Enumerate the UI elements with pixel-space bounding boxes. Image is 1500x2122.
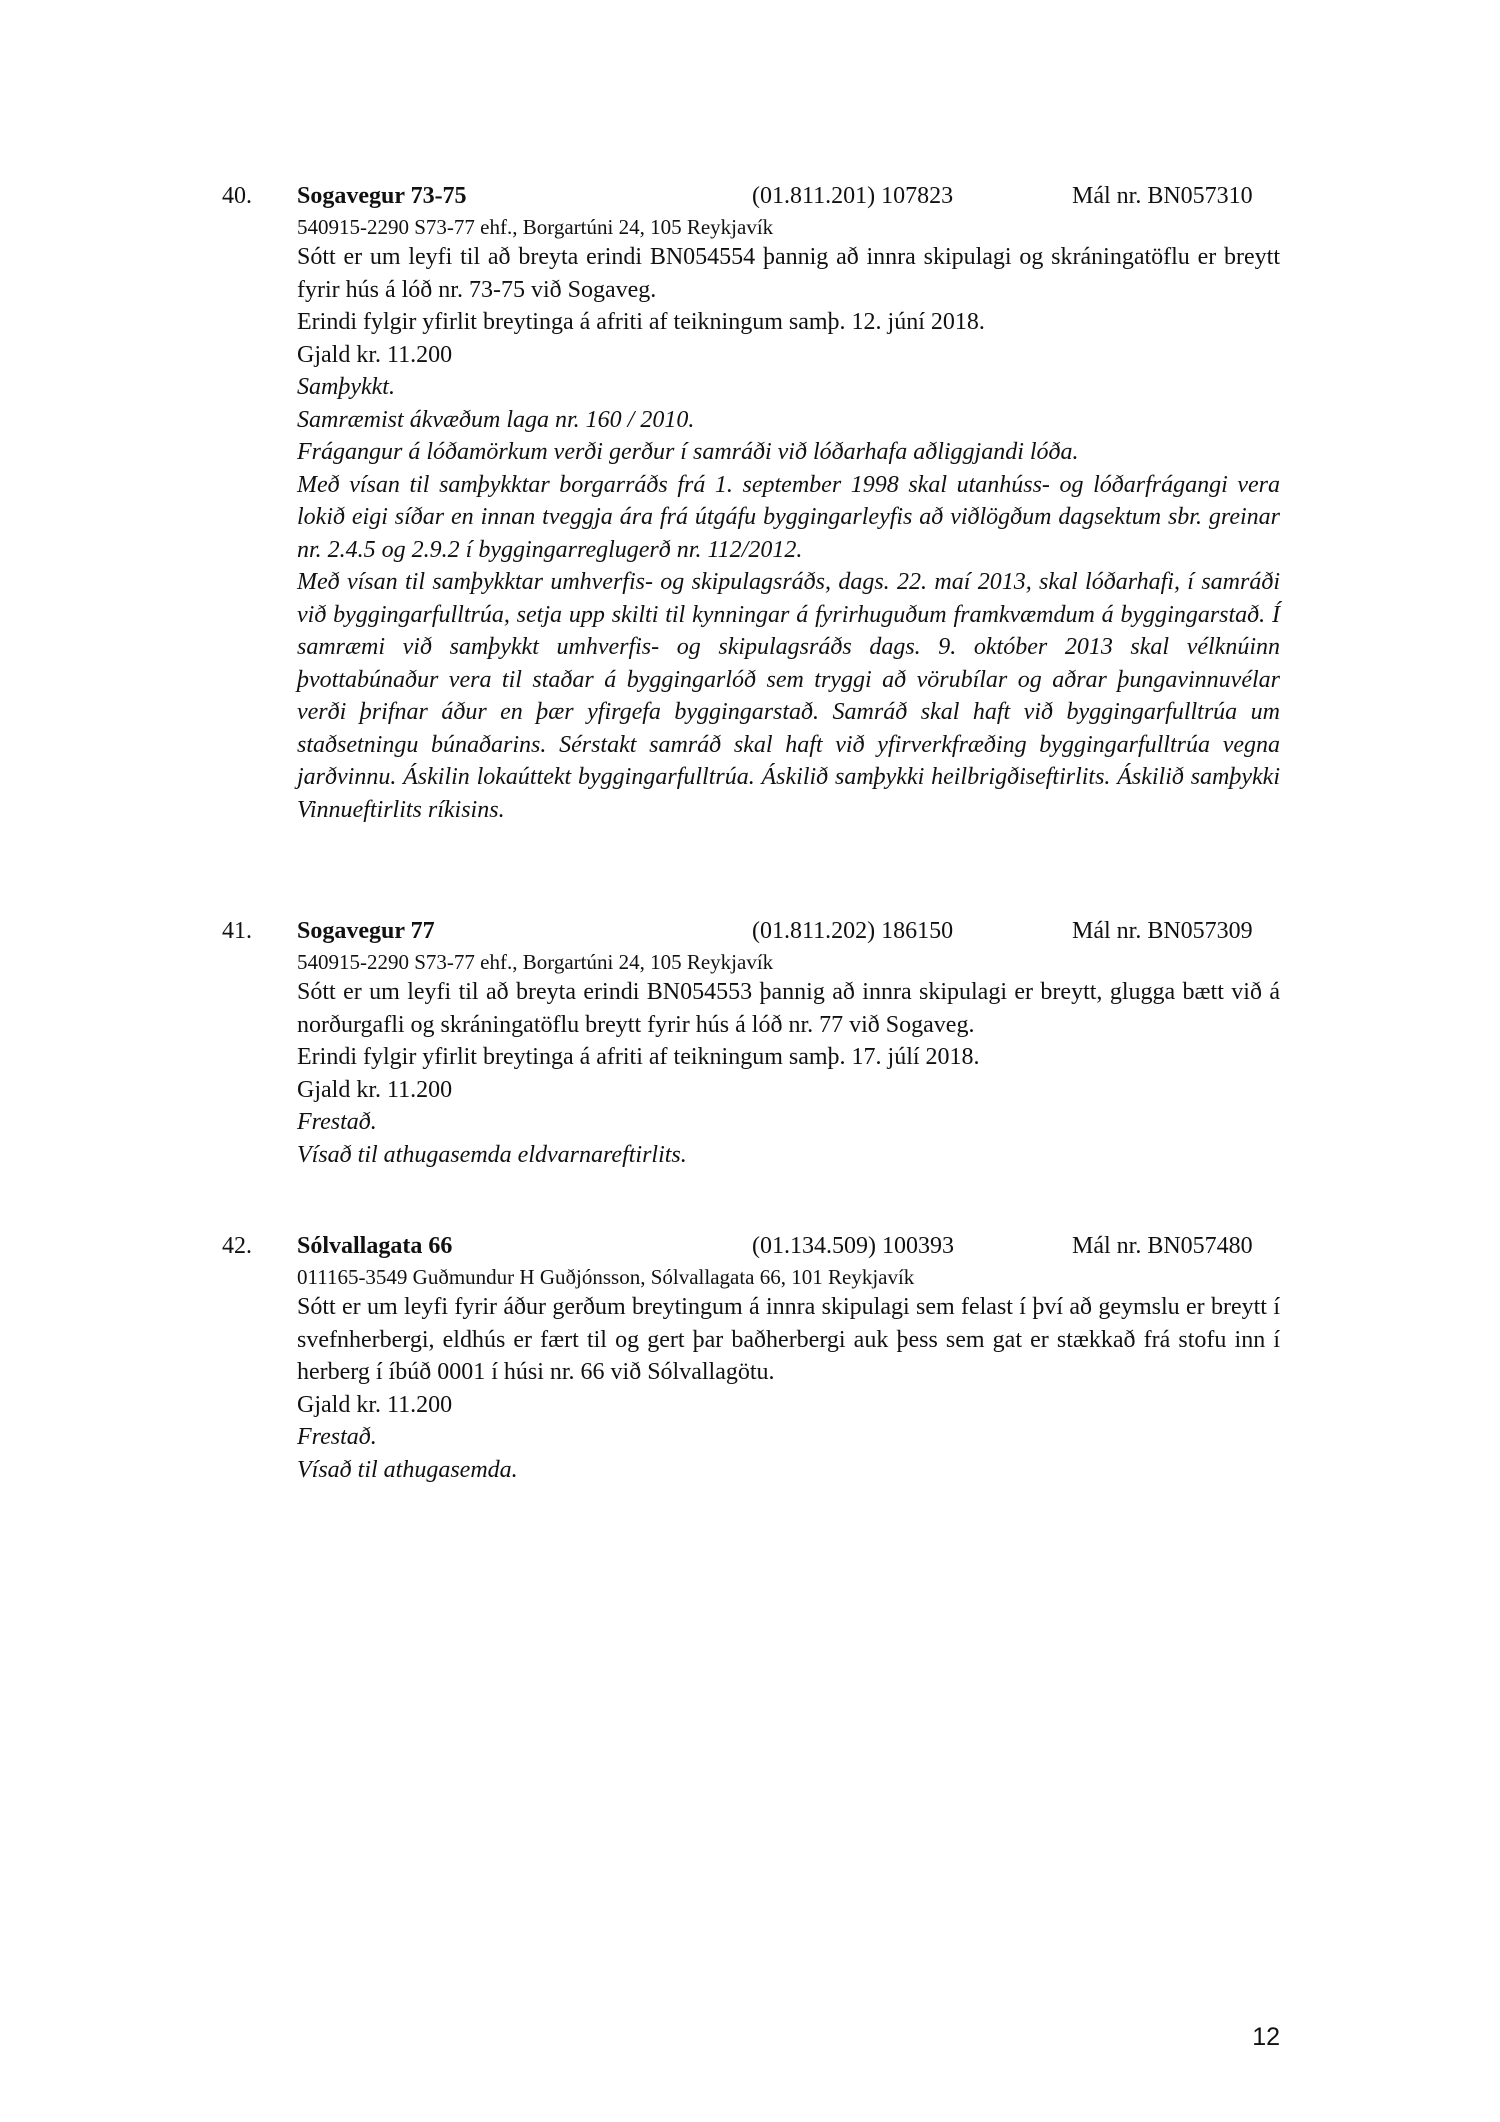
case-body	[297, 948, 1280, 1171]
case-body	[297, 1263, 1280, 1486]
case-condition: Samræmist ákvæðum laga nr. 160 / 2010.	[297, 406, 695, 433]
case-description: Sótt er um leyfi til að breyta erindi BN054553 þannig að innra skipulagi er breytt, glugga bætt við á norðurgafli og skráningatöflu breytt fyrir hús á lóð nr. 77 við Sogaveg.	[297, 979, 1280, 1038]
case-header	[222, 915, 1280, 948]
case-decision: Frestað.	[297, 1109, 377, 1135]
case-decision: Samþykkt.	[297, 374, 395, 400]
page-number: 12	[1252, 2023, 1280, 2051]
case-applicant: 540915-2290 S73-77 ehf., Borgartúni 24, 105 Reykjavík	[297, 215, 774, 239]
case-address: Sogavegur 73-75	[297, 183, 467, 209]
case-condition: Frágangur á lóðamörkum verði gerður í samráði við lóðarhafa aðliggjandi lóða.	[297, 439, 1079, 465]
case-id: Mál nr. BN057310	[1072, 183, 1253, 209]
case-note: Vísað til athugasemda eldvarnareftirlits.	[297, 1141, 687, 1168]
case-header	[222, 1230, 1280, 1263]
case-reference: (01.811.201) 107823	[752, 183, 954, 209]
case-number: 42.	[222, 1233, 252, 1259]
case-note: Vísað til athugasemda.	[297, 1456, 518, 1483]
case-fee: Gjald kr. 11.200	[297, 1076, 453, 1103]
case-reference: (01.811.202) 186150	[752, 918, 954, 944]
case-entry-42	[222, 1230, 1280, 1486]
case-body	[297, 213, 1280, 826]
case-decision: Frestað.	[297, 1424, 377, 1450]
case-entry-41	[222, 915, 1280, 1171]
case-address: Sogavegur 77	[297, 918, 435, 944]
case-id: Mál nr. BN057480	[1072, 1233, 1253, 1259]
case-applicant: 011165-3549 Guðmundur H Guðjónsson, Sólvallagata 66, 101 Reykjavík	[297, 1265, 915, 1289]
case-fee: Gjald kr. 11.200	[297, 1391, 453, 1418]
case-address: Sólvallagata 66	[297, 1233, 453, 1259]
case-condition: Með vísan til samþykktar umhverfis- og skipulagsráðs, dags. 22. maí 2013, skal lóðarhafi, í samráði við byggingarfulltrúa, setja upp skilti til kynningar á fyrirhuguðum framkvæmdum á byggingarstað. Í samræmi við samþykkt umhverfis- og skipulagsráðs dags. 9. október 2013 skal vélknúinn þvottabúnaður vera til staðar á byggingarlóð sem tryggi að vörubílar og aðrar þungavinnuvélar verði þrifnar áður en þær yfirgefa byggingarstað. Samráð skal haft við byggingarfulltrúa um staðsetningu búnaðarins. Sérstakt samráð skal haft við yfirverkfræðing byggingarfulltrúa vegna jarðvinnu. Áskilin lokaúttekt byggingarfulltrúa. Áskilið samþykki heilbrigðiseftirlits. Áskilið samþykki Vinnueftirlits ríkisins.	[297, 569, 1280, 823]
case-attachment: Erindi fylgir yfirlit breytinga á afriti af teikningum samþ. 17. júlí 2018.	[297, 1044, 980, 1070]
case-reference: (01.134.509) 100393	[752, 1233, 954, 1259]
case-attachment: Erindi fylgir yfirlit breytinga á afriti af teikningum samþ. 12. júní 2018.	[297, 309, 985, 335]
case-entry-40	[222, 180, 1280, 826]
case-header	[222, 180, 1280, 213]
case-description: Sótt er um leyfi til að breyta erindi BN054554 þannig að innra skipulagi og skráningatöflu er breytt fyrir hús á lóð nr. 73-75 við Sogaveg.	[297, 244, 1280, 303]
case-condition: Með vísan til samþykktar borgarráðs frá 1. september 1998 skal utanhúss- og lóðarfrágangi vera lokið eigi síðar en innan tveggja ára frá útgáfu byggingarleyfis að viðlögðum dagsektum sbr. greinar nr. 2.4.5 og 2.9.2 í byggingarreglugerð nr. 112/2012.	[297, 471, 1280, 563]
case-applicant: 540915-2290 S73-77 ehf., Borgartúni 24, 105 Reykjavík	[297, 950, 774, 974]
case-number: 41.	[222, 918, 252, 944]
case-description: Sótt er um leyfi fyrir áður gerðum breytingum á innra skipulagi sem felast í því að geymslu er breytt í svefnherbergi, eldhús er fært til og gert þar baðherbergi auk þess sem gat er stækkað frá stofu inn í herberg í íbúð 0001 í húsi nr. 66 við Sólvallagötu.	[297, 1294, 1280, 1385]
case-fee: Gjald kr. 11.200	[297, 341, 453, 368]
case-id: Mál nr. BN057309	[1072, 918, 1253, 944]
case-number: 40.	[222, 183, 252, 209]
